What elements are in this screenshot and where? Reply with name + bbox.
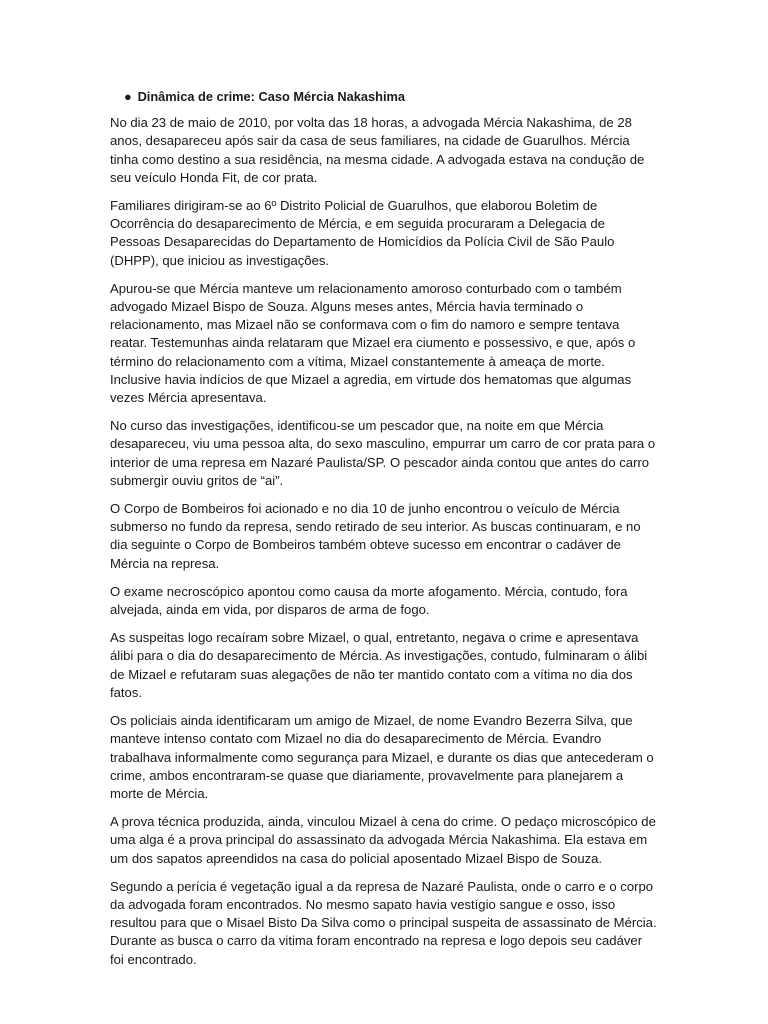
paragraph-4: No curso das investigações, identificou-se um pescador que, na noite em que Mércia desapareceu, viu uma pessoa alta, do sexo masculino, empurrar um carro de cor prata para o interior de uma represa em Nazaré Paulista/SP. O pescador ainda contou que antes do carro submergir ouviu gritos de “ai”.: [110, 418, 656, 488]
bullet-icon: ●: [124, 89, 132, 104]
paragraph-10: Segundo a perícia é vegetação igual a da represa de Nazaré Paulista, onde o carro e o corpo da advogada foram encontrados. No mesmo sapato havia vestígio sangue e osso, isso resultou para que o Misael Bisto Da Silva como o principal suspeita de assassinato de Mércia. Durante as busca o carro da vitima foram encontrado na represa e logo depois seu cadáver foi encontrado.: [110, 878, 657, 967]
paragraph-5: O Corpo de Bombeiros foi acionado e no dia 10 de junho encontrou o veículo de Mércia submerso no fundo da represa, sendo retirado de seu interior. As buscas continuaram, e no dia seguinte o Corpo de Bombeiros também obteve sucesso em encontrar o cadáver de Mércia na represa.: [110, 501, 641, 571]
paragraph-7: As suspeitas logo recaíram sobre Mizael, o qual, entretanto, negava o crime e apresentava álibi para o dia do desaparecimento de Mércia. As investigações, contudo, fulminaram o álibi de Mizael e refutaram suas alegações de não ter mantido contato com a vítima no dia dos fatos.: [110, 630, 648, 700]
paragraph-9: A prova técnica produzida, ainda, vinculou Mizael à cena do crime. O pedaço microscópico de uma alga é a prova principal do assassinato da advogada Mércia Nakashima. Ela estava em um dos sapatos apreendidos na casa do policial aposentado Mizael Bispo de Souza.: [110, 814, 656, 866]
paragraph-2: Familiares dirigiram-se ao 6º Distrito Policial de Guarulhos, que elaborou Boletim de Ocorrência do desaparecimento de Mércia, e em seguida procuraram a Delegacia de Pessoas Desaparecidas do Departamento de Homicídios da Polícia Civil de São Paulo (DHPP), que iniciou as investigações.: [110, 198, 615, 268]
paragraph-8: Os policiais ainda identificaram um amigo de Mizael, de nome Evandro Bezerra Silva, que manteve intenso contato com Mizael no dia do desaparecimento de Mércia. Evandro trabalhava informalmente como segurança para Mizael, e durante os dias que antecederam o crime, ambos encontraram-se quase que diariamente, provavelmente para planejarem a morte de Mércia.: [110, 713, 654, 801]
paragraph-6: O exame necroscópico apontou como causa da morte afogamento. Mércia, contudo, fora alvejada, ainda em vida, por disparos de arma de fogo.: [110, 583, 628, 618]
document-page: [110, 88, 658, 979]
heading-text: Dinâmica de crime: Caso Mércia Nakashima: [137, 89, 405, 104]
paragraph-3: Apurou-se que Mércia manteve um relacionamento amoroso conturbado com o também advogado Mizael Bispo de Souza. Alguns meses antes, Mércia havia terminado o relacionamento, mas Mizael não se conformava com o fim do namoro e sempre tentava reatar. Testemunhas ainda relataram que Mizael era ciumento e possessivo, e que, após o término do relacionamento com a vítima, Mizael constantemente à ameaça de morte. Inclusive havia indícios de que Mizael a agredia, em virtude dos hematomas que algumas vezes Mércia apresentava.: [110, 280, 636, 406]
document-heading: [124, 88, 658, 106]
paragraph-1: No dia 23 de maio de 2010, por volta das 18 horas, a advogada Mércia Nakashima, de 28 anos, desapareceu após sair da casa de seus familiares, na cidade de Guarulhos. Mércia tinha como destino a sua residência, na mesma cidade. A advogada estava na condução de seu veículo Honda Fit, de cor prata.: [110, 115, 645, 185]
